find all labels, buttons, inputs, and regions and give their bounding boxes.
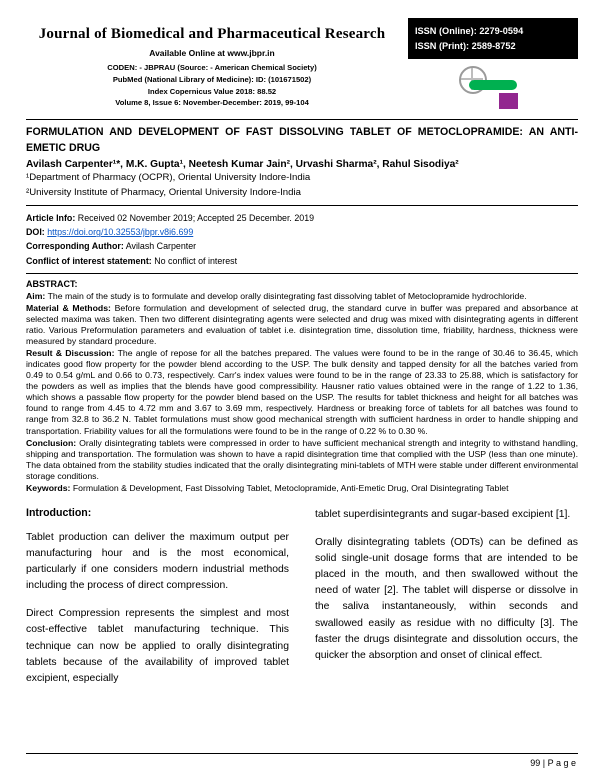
intro-paragraph-2: Direct Compression represents the simplest and most cost-effective tablet manufacturing technique. This technique can now be applied to orally disintegrating tablets because of the availability of improved tablet excipient, especially xyxy=(26,608,289,684)
abstract-methods-text: Before formulation and development of selected drug, the standard curve in buffer was prepared and absorbance at selected maxima was taken. Then two different disintegrating agents were selected and drug was mixed with disintegrating agents in different ratio. Various Preformulation parameters and evaluation of tablet i.e. disintegration time, dissolution time, friability, hardness, thickness were measured by standard procedure. xyxy=(26,303,578,347)
intro-paragraph-4: Orally disintegrating tablets (ODTs) can be defined as solid single-unit dosage forms that are intended to be placed in the mouth, and then swallowed without the need of water [2]. The tablet will disperse or dissolve in the saliva instantaneously, within seconds and swallowed easily as residue with no difficulty [3]. The faster the drugs disintegrate and dissolution occurs, the quicker the absorption and onset of clinical effect. xyxy=(315,536,578,661)
abstract-methods-label: Material & Methods: xyxy=(26,303,111,314)
journal-title: Journal of Biomedical and Pharmaceutical Research xyxy=(38,26,386,42)
page-footer xyxy=(26,753,578,768)
doi-line xyxy=(26,225,578,239)
affiliation-2: ²University Institute of Pharmacy, Oriental University Indore-India xyxy=(26,187,301,199)
issn-box xyxy=(408,18,578,59)
doi-label: DOI: xyxy=(26,227,45,238)
corresponding-author-label: Corresponding Author: xyxy=(26,241,124,252)
corresponding-author-line xyxy=(26,239,578,253)
affiliation-1: ¹Department of Pharmacy (OCPR), Oriental University Indore-India xyxy=(26,172,311,184)
intro-paragraph-1: Tablet production can deliver the maximum output per manufacturing hour and is the most economical, particularly if one considers modern industrial methods including the process of direct compression. xyxy=(26,531,289,592)
doi-link[interactable]: https://doi.org/10.32553/jbpr.v8i6.699 xyxy=(47,227,194,238)
conflict-label: Conflict of interest statement: xyxy=(26,255,152,266)
abstract-results-text: The angle of repose for all the batches prepared. The values were found to be in the range of 30.46 to 36.45, which indicates good flow property for the powder blend according to the USP. The bulk density and tapped density for all the batches varied from 0.49 to 0.54 g/mL and 0.66 to 0.73, respectively. Carr's index values were found to be in the range of 23.33 to 25.88, which is satisfactory for the powders as well as implies that the blends have good compressibility. Hausner ratio values obtained were in the range of 1.22 to 1.36, which shows a passable flow property for the powder blend based on the USP. The results for tablet thickness and height for all batches was found to range from 4.45 to 4.72 mm and 3.67 to 3.69 mm, respectively. Hardness or breaking force of tablets for all batches was found to range from 32.8 to 36.2 N. Tablet formulations must show good mechanical strength with sufficient hardness in order to handle shipping and transportation. Friability values for all the formulations were found to be in the range of 0.22 % to 0.30 %. xyxy=(26,348,578,436)
left-column xyxy=(26,507,289,699)
conflict-text: No conflict of interest xyxy=(151,255,238,266)
header-divider xyxy=(26,119,578,120)
journal-masthead xyxy=(26,18,408,109)
abstract-conclusion xyxy=(26,438,578,482)
index-copernicus-logo xyxy=(457,64,529,114)
article-info-label: Article Info: xyxy=(26,212,76,223)
abstract-section xyxy=(26,279,578,494)
volume-issue-line: Volume 8, Issue 6: November-December: 2019, 99-104 xyxy=(115,98,309,108)
article-info-line xyxy=(26,211,578,225)
article-title: FORMULATION AND DEVELOPMENT OF FAST DISSOLVING TABLET OF METOCLOPRAMIDE: AN ANTI-EMETIC DRUG xyxy=(26,126,578,154)
abstract-aim xyxy=(26,291,578,302)
pubmed-line: PubMed (National Library of Medicine): ID: (101671502) xyxy=(112,74,312,84)
abstract-keywords-label: Keywords: xyxy=(26,482,71,493)
abstract-methods xyxy=(26,303,578,347)
title-divider xyxy=(26,205,578,206)
abstract-aim-text: The main of the study is to formulate and develop orally disintegrating fast dissolving tablet of Metoclopramide hydrochloride. xyxy=(45,290,527,301)
info-divider xyxy=(26,273,578,274)
abstract-keywords-text: Formulation & Development, Fast Dissolving Tablet, Metoclopramide, Anti-Emetic Drug, Oral Disintegrating Tablet xyxy=(70,482,509,493)
logo-purple-square xyxy=(499,93,518,109)
right-column xyxy=(315,507,578,699)
coden-line: CODEN: - JBPRAU (Source: - American Chemical Society) xyxy=(107,63,317,72)
abstract-aim-label: Aim: xyxy=(26,290,46,301)
abstract-conclusion-text: Orally disintegrating tablets were compressed in order to have sufficient mechanical strength and integrity to withstand handling, shipping and transportation. The formulation was shown to have a rapid disintegration time that complied with the USP (less than one minute). The data obtained from the stability studies indicated that the orally disintegrating mini-tablets of MTH were stable under different environmental storage conditions. xyxy=(26,437,578,481)
available-online-line: Available Online at www.jbpr.in xyxy=(149,48,275,58)
author-line: Avilash Carpenter¹*, M.K. Gupta¹, Neetesh Kumar Jain², Urvashi Sharma², Rahul Sisodiya² xyxy=(26,159,459,171)
page-number: 99 | P a g e xyxy=(530,758,576,768)
logo-green-bar xyxy=(469,80,517,90)
index-copernicus-line: Index Copernicus Value 2018: 88.52 xyxy=(147,86,277,96)
abstract-results xyxy=(26,348,578,436)
introduction-heading: Introduction: xyxy=(26,506,92,519)
abstract-heading: ABSTRACT: xyxy=(26,278,78,289)
corresponding-author-text: Avilash Carpenter xyxy=(123,241,197,252)
abstract-keywords xyxy=(26,483,578,494)
header-right-panel xyxy=(408,18,578,114)
intro-paragraph-3: tablet superdisintegrants and sugar-based excipient [1]. xyxy=(315,508,571,520)
abstract-results-label: Result & Discussion: xyxy=(26,348,115,359)
conflict-line xyxy=(26,254,578,268)
journal-header xyxy=(26,18,578,114)
two-column-body xyxy=(26,507,578,699)
issn-print: ISSN (Print): 2589-8752 xyxy=(415,40,516,51)
issn-online: ISSN (Online): 2279-0594 xyxy=(415,26,524,36)
article-info-text: Received 02 November 2019; Accepted 25 December. 2019 xyxy=(75,212,315,223)
abstract-conclusion-label: Conclusion: xyxy=(26,437,77,448)
